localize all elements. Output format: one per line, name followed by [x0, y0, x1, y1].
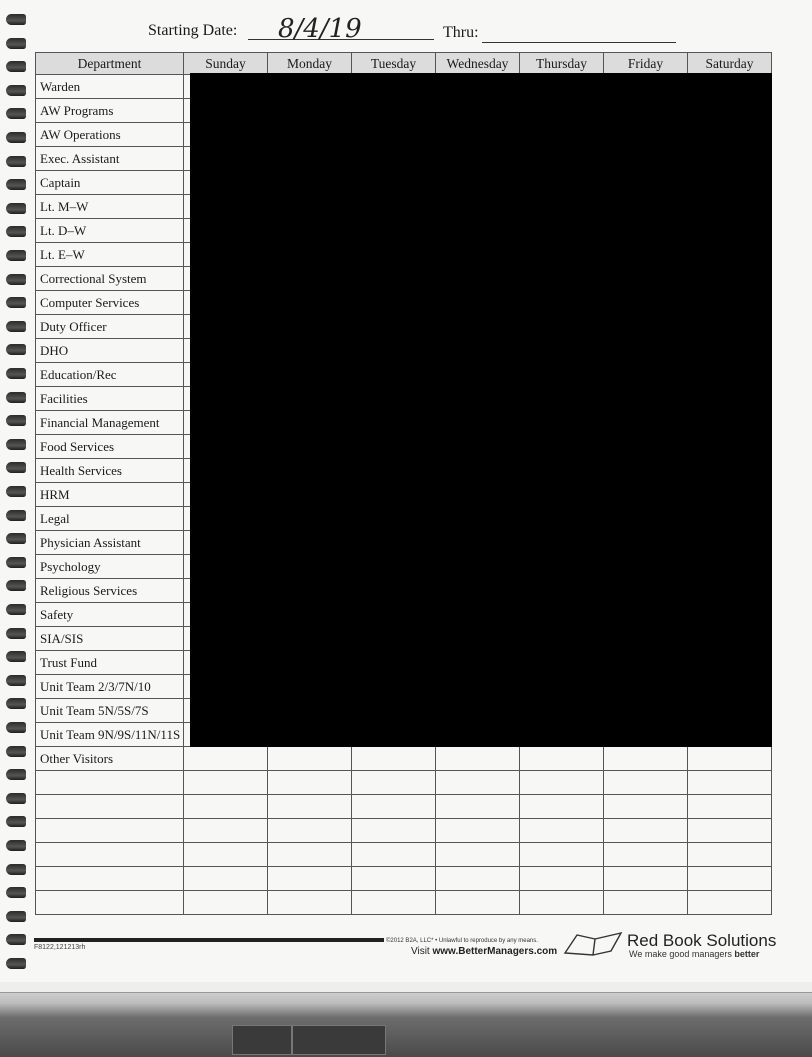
schedule-cell[interactable]	[688, 891, 772, 915]
department-cell: Captain	[36, 171, 184, 195]
brand-tagline	[629, 949, 759, 959]
department-cell: Psychology	[36, 555, 184, 579]
spiral-ring	[6, 580, 26, 591]
schedule-cell[interactable]	[604, 747, 688, 771]
table-row	[36, 843, 772, 867]
table-row	[36, 819, 772, 843]
spiral-ring	[6, 557, 26, 568]
schedule-cell[interactable]	[352, 819, 436, 843]
spiral-ring	[6, 604, 26, 615]
department-cell: Safety	[36, 603, 184, 627]
schedule-cell[interactable]	[520, 867, 604, 891]
schedule-cell[interactable]	[436, 819, 520, 843]
department-cell	[36, 867, 184, 891]
schedule-cell[interactable]	[184, 891, 268, 915]
schedule-cell[interactable]	[268, 747, 352, 771]
department-cell: Food Services	[36, 435, 184, 459]
column-header-saturday: Saturday	[688, 53, 772, 75]
schedule-cell[interactable]	[184, 771, 268, 795]
spiral-ring	[6, 250, 26, 261]
schedule-cell[interactable]	[688, 795, 772, 819]
redaction-block	[190, 73, 772, 747]
schedule-cell[interactable]	[688, 747, 772, 771]
starting-date-handwritten: 8/4/19	[278, 14, 362, 44]
schedule-cell[interactable]	[352, 867, 436, 891]
department-cell: Other Visitors	[36, 747, 184, 771]
table-row	[36, 795, 772, 819]
spiral-ring	[6, 769, 26, 780]
column-header-monday: Monday	[268, 53, 352, 75]
thru-label: Thru:	[443, 24, 479, 41]
department-cell: Correctional System	[36, 267, 184, 291]
spiral-ring	[6, 392, 26, 403]
schedule-cell[interactable]	[436, 771, 520, 795]
spiral-ring	[6, 651, 26, 662]
schedule-cell[interactable]	[604, 819, 688, 843]
schedule-cell[interactable]	[184, 867, 268, 891]
spiral-ring	[6, 85, 26, 96]
spiral-binding	[0, 0, 30, 990]
spiral-ring	[6, 958, 26, 969]
spiral-ring	[6, 108, 26, 119]
department-cell	[36, 771, 184, 795]
page-bottom-edge	[0, 982, 812, 993]
schedule-cell[interactable]	[688, 843, 772, 867]
department-cell: Education/Rec	[36, 363, 184, 387]
footer-rule	[34, 938, 384, 942]
spiral-ring	[6, 462, 26, 473]
schedule-cell[interactable]	[436, 795, 520, 819]
table-header-row	[36, 53, 772, 75]
schedule-cell[interactable]	[604, 843, 688, 867]
tagline-prefix: We make good managers	[629, 949, 732, 959]
department-cell: Health Services	[36, 459, 184, 483]
brand-name: Red Book Solutions	[627, 931, 777, 950]
department-cell: SIA/SIS	[36, 627, 184, 651]
department-cell	[36, 795, 184, 819]
department-cell: Trust Fund	[36, 651, 184, 675]
spiral-ring	[6, 911, 26, 922]
schedule-cell[interactable]	[688, 771, 772, 795]
spiral-ring	[6, 321, 26, 332]
schedule-cell[interactable]	[352, 843, 436, 867]
schedule-cell[interactable]	[520, 795, 604, 819]
spiral-ring	[6, 226, 26, 237]
spiral-ring	[6, 439, 26, 450]
department-cell: Facilities	[36, 387, 184, 411]
department-cell: Unit Team 5N/5S/7S	[36, 699, 184, 723]
department-cell: Duty Officer	[36, 315, 184, 339]
copyright-notice: ©2012 B2A, LLC* • Unlawful to reproduce by any means.	[386, 938, 538, 944]
schedule-cell[interactable]	[520, 819, 604, 843]
spiral-ring	[6, 864, 26, 875]
visit-prefix: Visit	[411, 946, 430, 957]
spiral-ring	[6, 934, 26, 945]
form-code: F8122,121213rh	[34, 944, 86, 951]
spiral-ring	[6, 297, 26, 308]
spiral-ring	[6, 722, 26, 733]
spiral-ring	[6, 675, 26, 686]
spiral-ring	[6, 840, 26, 851]
department-cell: Religious Services	[36, 579, 184, 603]
visit-url: www.BetterManagers.com	[432, 946, 558, 957]
table-row	[36, 891, 772, 915]
open-book-icon	[563, 931, 625, 957]
department-cell: Financial Management	[36, 411, 184, 435]
department-cell: Physician Assistant	[36, 531, 184, 555]
background-object	[232, 1025, 292, 1055]
schedule-cell[interactable]	[184, 819, 268, 843]
spiral-ring	[6, 415, 26, 426]
schedule-cell[interactable]	[604, 771, 688, 795]
department-cell: AW Programs	[36, 99, 184, 123]
department-cell: Unit Team 2/3/7N/10	[36, 675, 184, 699]
schedule-cell[interactable]	[352, 747, 436, 771]
schedule-cell[interactable]	[352, 795, 436, 819]
schedule-cell[interactable]	[184, 747, 268, 771]
tagline-emphasis: better	[734, 949, 760, 959]
department-cell: Lt. D–W	[36, 219, 184, 243]
background-object	[292, 1025, 386, 1055]
schedule-cell[interactable]	[688, 819, 772, 843]
department-cell	[36, 843, 184, 867]
spiral-ring	[6, 746, 26, 757]
column-header-department: Department	[36, 53, 184, 75]
spiral-ring	[6, 179, 26, 190]
schedule-cell[interactable]	[436, 867, 520, 891]
spiral-ring	[6, 344, 26, 355]
spiral-ring	[6, 816, 26, 827]
spiral-ring	[6, 38, 26, 49]
schedule-cell[interactable]	[520, 771, 604, 795]
table-row	[36, 747, 772, 771]
schedule-cell[interactable]	[436, 891, 520, 915]
schedule-cell[interactable]	[604, 891, 688, 915]
column-header-sunday: Sunday	[184, 53, 268, 75]
department-cell: Warden	[36, 75, 184, 99]
schedule-cell[interactable]	[520, 843, 604, 867]
spiral-ring	[6, 203, 26, 214]
spiral-ring	[6, 156, 26, 167]
schedule-cell[interactable]	[520, 891, 604, 915]
spiral-ring	[6, 793, 26, 804]
spiral-ring	[6, 887, 26, 898]
spiral-ring	[6, 486, 26, 497]
spiral-ring	[6, 274, 26, 285]
schedule-cell[interactable]	[352, 771, 436, 795]
department-cell: HRM	[36, 483, 184, 507]
department-cell: Legal	[36, 507, 184, 531]
column-header-thursday: Thursday	[520, 53, 604, 75]
schedule-cell[interactable]	[184, 795, 268, 819]
spiral-ring	[6, 368, 26, 379]
spiral-ring	[6, 510, 26, 521]
schedule-cell[interactable]	[268, 819, 352, 843]
schedule-cell[interactable]	[436, 747, 520, 771]
spiral-ring	[6, 61, 26, 72]
table-row	[36, 771, 772, 795]
schedule-cell[interactable]	[268, 867, 352, 891]
spiral-ring	[6, 698, 26, 709]
department-cell: Unit Team 9N/9S/11N/11S	[36, 723, 184, 747]
column-header-friday: Friday	[604, 53, 688, 75]
schedule-cell[interactable]	[184, 843, 268, 867]
schedule-cell[interactable]	[268, 771, 352, 795]
schedule-cell[interactable]	[604, 867, 688, 891]
starting-date-label: Starting Date:	[148, 22, 238, 39]
schedule-cell[interactable]	[520, 747, 604, 771]
column-header-tuesday: Tuesday	[352, 53, 436, 75]
column-header-wednesday: Wednesday	[436, 53, 520, 75]
schedule-cell[interactable]	[604, 795, 688, 819]
table-row	[36, 867, 772, 891]
schedule-cell[interactable]	[688, 867, 772, 891]
spiral-ring	[6, 14, 26, 25]
schedule-cell[interactable]	[268, 891, 352, 915]
schedule-cell[interactable]	[268, 795, 352, 819]
scan-bottom-edge	[0, 985, 812, 1057]
department-cell	[36, 891, 184, 915]
visit-url-line	[411, 946, 557, 957]
schedule-cell[interactable]	[268, 843, 352, 867]
department-cell: Computer Services	[36, 291, 184, 315]
schedule-cell[interactable]	[352, 891, 436, 915]
spiral-ring	[6, 533, 26, 544]
spiral-ring	[6, 132, 26, 143]
department-cell: AW Operations	[36, 123, 184, 147]
department-cell: Lt. M–W	[36, 195, 184, 219]
department-cell: Lt. E–W	[36, 243, 184, 267]
department-cell	[36, 819, 184, 843]
department-cell: Exec. Assistant	[36, 147, 184, 171]
department-cell: DHO	[36, 339, 184, 363]
schedule-cell[interactable]	[436, 843, 520, 867]
spiral-ring	[6, 628, 26, 639]
thru-blank[interactable]	[482, 24, 676, 43]
